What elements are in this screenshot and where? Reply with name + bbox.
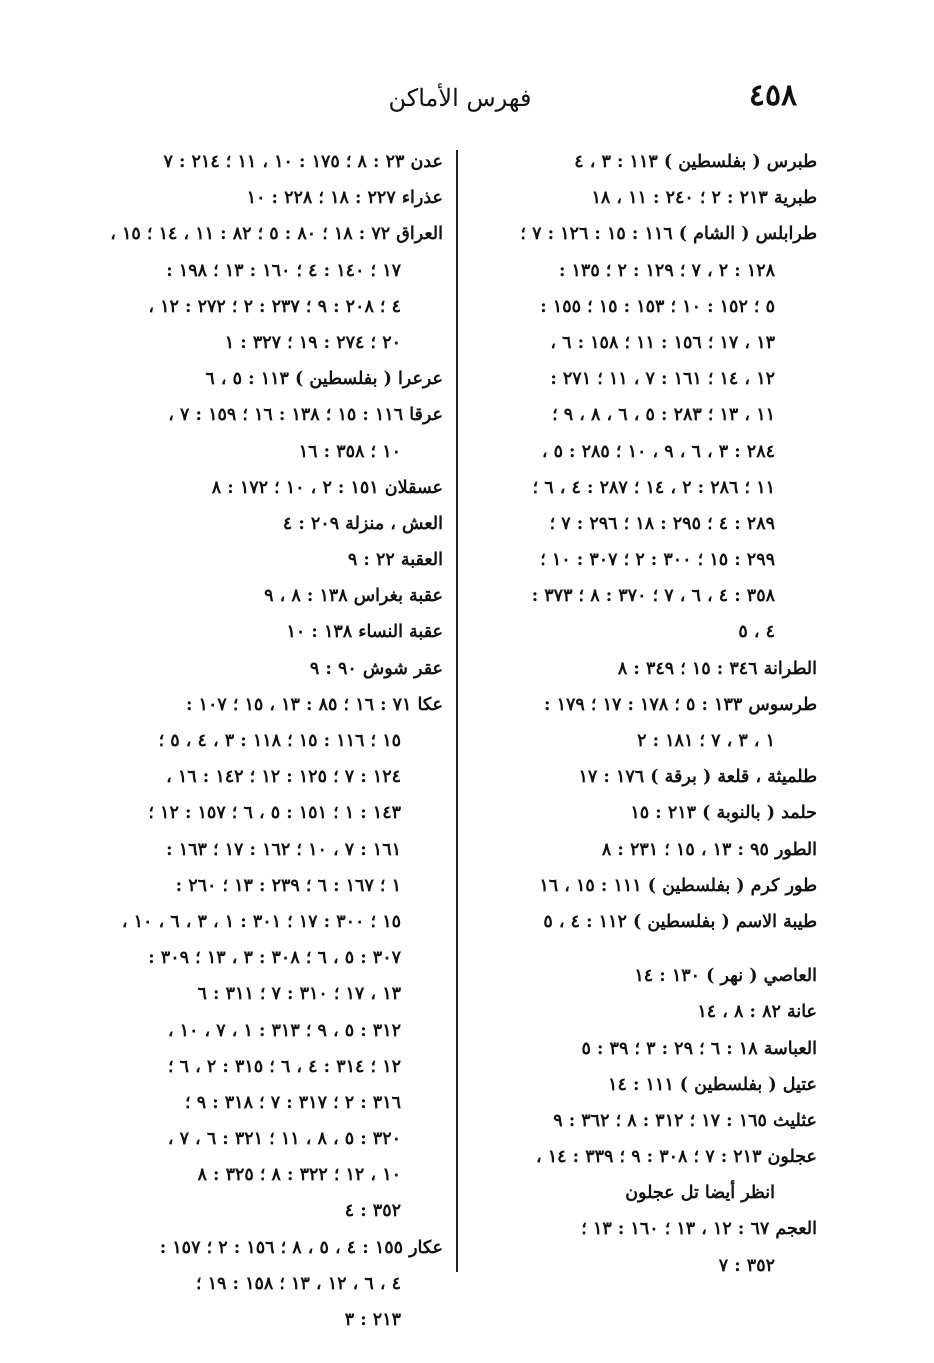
index-entry: العراق ٧٢ : ١٨ ؛ ٨٠ : ٥ ؛ ٨٢ : ١١ ، ١٤ ؛ ١٥ ،	[110, 224, 443, 245]
index-entry: الطور ٩٥ : ١٣ ، ١٥ ؛ ٢٣١ : ٨	[601, 839, 817, 860]
index-entry: عرعرا ( بفلسطين ) ١١٣ : ٥ ، ٦	[205, 369, 443, 390]
index-entry	[470, 940, 817, 958]
index-entry: عذراء ٢٢٧ : ١٨ ؛ ٢٢٨ : ١٠	[246, 188, 443, 209]
index-entry-continuation: ٢٠ ؛ ٢٧٤ : ١٩ ؛ ٣٢٧ : ١	[224, 332, 401, 353]
index-entry: عكار ١٥٥ : ٤ ، ٥ ، ٨ ؛ ١٥٦ : ٢ ؛ ١٥٧ :	[159, 1237, 443, 1258]
index-entry-continuation: ٣٥٢ : ٧	[718, 1255, 775, 1276]
index-entry-continuation: ٤ ؛ ٢٠٨ : ٩ ؛ ٢٣٧ : ٢ ؛ ٢٧٢ : ١٢ ،	[148, 296, 401, 317]
index-entry-continuation: ١١ ، ١٣ ؛ ٢٨٣ : ٥ ، ٦ ، ٨ ، ٩ ؛	[552, 405, 775, 426]
index-entry-continuation: ١١ ؛ ٢٨٦ : ٢ ، ١٤ ؛ ٢٨٧ : ٤ ، ٦ ؛	[532, 477, 775, 498]
index-entry-continuation: ٢١٣ : ٣	[344, 1310, 401, 1330]
index-entry: طبرية ٢١٣ : ٢ ؛ ٢٤٠ : ١١ ، ١٨	[591, 188, 817, 209]
index-entry: عسقلان ١٥١ : ٢ ، ١٠ ؛ ١٧٢ : ٨	[211, 477, 443, 498]
index-entry-continuation: انظر أيضا تل عجلون	[625, 1183, 775, 1204]
index-entry-continuation: ٤ ، ٥	[738, 622, 775, 643]
index-entry: العباسة ١٨ : ٦ ؛ ٢٩ : ٣ ؛ ٣٩ : ٥	[581, 1038, 817, 1059]
index-entry-continuation: ١٧ ؛ ١٤٠ : ٤ ؛ ١٦٠ : ١٣ ؛ ١٩٨ :	[166, 260, 401, 281]
index-entry-continuation: ١٢ ، ١٤ ؛ ١٦١ : ٧ ، ١١ ؛ ٢٧١ :	[550, 369, 775, 390]
index-entry: عقبة بغراس ١٣٨ : ٨ ، ٩	[264, 586, 443, 607]
index-entry: عقبة النساء ١٣٨ : ١٠	[286, 622, 443, 643]
column-divider	[456, 150, 458, 1272]
index-entry: العش ، منزلة ٢٠٩ : ٤	[282, 513, 443, 534]
index-entry: العجم ٦٧ : ١٢ ، ١٣ ؛ ١٦٠ : ١٣ ؛	[581, 1219, 817, 1240]
index-entry: عثليث ١٦٥ : ١٧ ؛ ٣١٢ : ٨ ؛ ٣٦٢ : ٩	[553, 1110, 817, 1131]
index-entry: طلميثة ، قلعة ( برقة ) ١٧٦ : ١٧	[578, 767, 817, 788]
index-entry-continuation: ٤ ، ٦ ، ١٢ ، ١٣ ؛ ١٥٨ : ١٩ ؛	[195, 1273, 401, 1294]
index-entry: عانة ٨٢ : ٨ ، ١٤	[697, 1002, 817, 1023]
index-entry-continuation: ١٢ ؛ ٣١٤ : ٤ ، ٦ ؛ ٣١٥ : ٢ ، ٦ ؛	[168, 1056, 401, 1077]
index-entry-continuation: ١٥ ؛ ٣٠٠ : ١٧ ؛ ٣٠١ : ١ ، ٣ ، ٦ ، ١٠ ،	[121, 911, 401, 932]
index-column-left	[98, 144, 443, 1338]
index-entry: عكا ٧١ : ١٦ ؛ ٨٥ : ١٣ ، ١٥ ؛ ١٠٧ :	[185, 694, 443, 715]
index-entry-continuation: ١٢٨ : ٢ ، ٧ ؛ ١٢٩ : ٢ ؛ ١٣٥ :	[558, 260, 775, 281]
index-entry-continuation: ١٠ ؛ ٣٥٨ : ١٦	[298, 441, 401, 462]
index-entry: عدن ٢٣ : ٨ ؛ ١٧٥ : ١٠ ، ١١ ؛ ٢١٤ : ٧	[163, 152, 443, 172]
index-entry-continuation: ٣٢٠ : ٥ ، ٨ ، ١١ ؛ ٣٢١ : ٦ ، ٧ ،	[167, 1129, 401, 1150]
index-entry-continuation: ٣٠٧ : ٥ ، ٦ ؛ ٣٠٨ : ٣ ، ١٣ ؛ ٣٠٩ :	[148, 948, 401, 969]
page-number: ٤٥٨	[748, 78, 798, 113]
index-entry: طرسوس ١٣٣ : ٥ ؛ ١٧٨ : ١٧ ؛ ١٧٩ :	[544, 694, 817, 715]
index-entry: حلمد ( بالنوبة ) ٢١٣ : ١٥	[630, 803, 817, 824]
index-entry: عجلون ٢١٣ : ٧ ؛ ٣٠٨ : ٩ ؛ ٣٣٩ : ١٤ ،	[536, 1147, 817, 1168]
index-entry-continuation: ٣١٢ : ٥ ، ٩ ؛ ٣١٣ : ١ ، ٧ ، ١٠ ،	[167, 1020, 401, 1041]
index-entry: طور كرم ( بفلسطين ) ١١١ : ١٥ ، ١٦	[539, 875, 817, 896]
index-column-right	[470, 144, 817, 1284]
index-entry-continuation: ١٤٣ : ١ ؛ ١٥١ : ٥ ، ٦ ؛ ١٥٧ : ١٢ ؛	[148, 803, 401, 824]
index-entry: الطرانة ٣٤٦ : ١٥ ؛ ٣٤٩ : ٨	[617, 658, 817, 679]
index-entry-continuation: ٥ ؛ ١٥٢ : ١٠ ؛ ١٥٣ : ١٥ ؛ ١٥٥ :	[540, 296, 775, 317]
index-entry-continuation: ٢٨٤ : ٣ ، ٦ ، ٩ ، ١٠ ؛ ٢٨٥ : ٥ ،	[541, 441, 775, 462]
index-entry-continuation: ٢٨٩ : ٤ ؛ ٢٩٥ : ١٨ ؛ ٢٩٦ : ٧ ؛	[549, 513, 775, 534]
index-entry-continuation: ٣٥٨ : ٤ ، ٦ ، ٧ ؛ ٣٧٠ : ٨ ؛ ٣٧٣ :	[531, 586, 775, 607]
index-entry: عرقا ١١٦ : ١٥ ؛ ١٣٨ : ١٦ ؛ ١٥٩ : ٧ ،	[168, 405, 443, 426]
index-entry: العاصي ( نهر ) ١٣٠ : ١٤	[634, 966, 817, 987]
index-entry: عتيل ( بفلسطين ) ١١١ : ١٤	[608, 1074, 817, 1095]
index-entry-continuation: ١٦١ : ٧ ، ١٠ ؛ ١٦٢ : ١٧ ؛ ١٦٣ :	[166, 839, 401, 860]
index-entry-continuation: ٣٥٢ : ٤	[344, 1201, 401, 1222]
index-entry-continuation: ٣١٦ : ٢ ؛ ٣١٧ : ٧ ؛ ٣١٨ : ٩ ؛	[185, 1092, 401, 1113]
index-entry-continuation: ١٠ ، ١٢ ؛ ٣٢٢ : ٨ ؛ ٣٢٥ : ٨	[197, 1165, 401, 1186]
index-entry-continuation: ١ ، ٣ ، ٧ ؛ ١٨١ : ٢	[637, 731, 775, 751]
index-entry-continuation: ١٣ ، ١٧ ؛ ١٥٦ : ١١ ؛ ١٥٨ : ٦ ،	[550, 332, 775, 353]
index-entry-continuation: ١٥ ؛ ١١٦ : ١٥ ؛ ١١٨ : ٣ ، ٤ ، ٥ ؛	[158, 731, 401, 751]
index-entry: طرابلس ( الشام ) ١١٦ : ١٥ : ١٢٦ : ٧ ؛	[520, 224, 817, 245]
index-entry: العقبة ٢٢ : ٩	[347, 550, 443, 571]
index-entry-continuation: ١ ؛ ١٦٧ : ٦ ؛ ٢٣٩ : ١٣ ؛ ٢٦٠ :	[175, 875, 401, 896]
index-entry: طبرس ( بفلسطين ) ١١٣ : ٣ ، ٤	[574, 152, 817, 172]
index-entry-continuation: ١٢٤ : ٧ ؛ ١٢٥ : ١٢ ؛ ١٤٢ : ١٦ ،	[166, 767, 401, 788]
page-title: فهرس الأماكن	[388, 84, 532, 112]
index-entry-continuation: ٢٩٩ : ١٥ ؛ ٣٠٠ : ٢ ؛ ٣٠٧ : ١٠ ؛	[540, 550, 775, 571]
index-entry-continuation: ١٣ ، ١٧ ؛ ٣١٠ : ٧ ؛ ٣١١ : ٦	[197, 984, 401, 1005]
index-entry: طيبة الاسم ( بفلسطين ) ١١٢ : ٤ ، ٥	[543, 911, 817, 932]
index-entry: عقر شوش ٩٠ : ٩	[309, 658, 443, 679]
